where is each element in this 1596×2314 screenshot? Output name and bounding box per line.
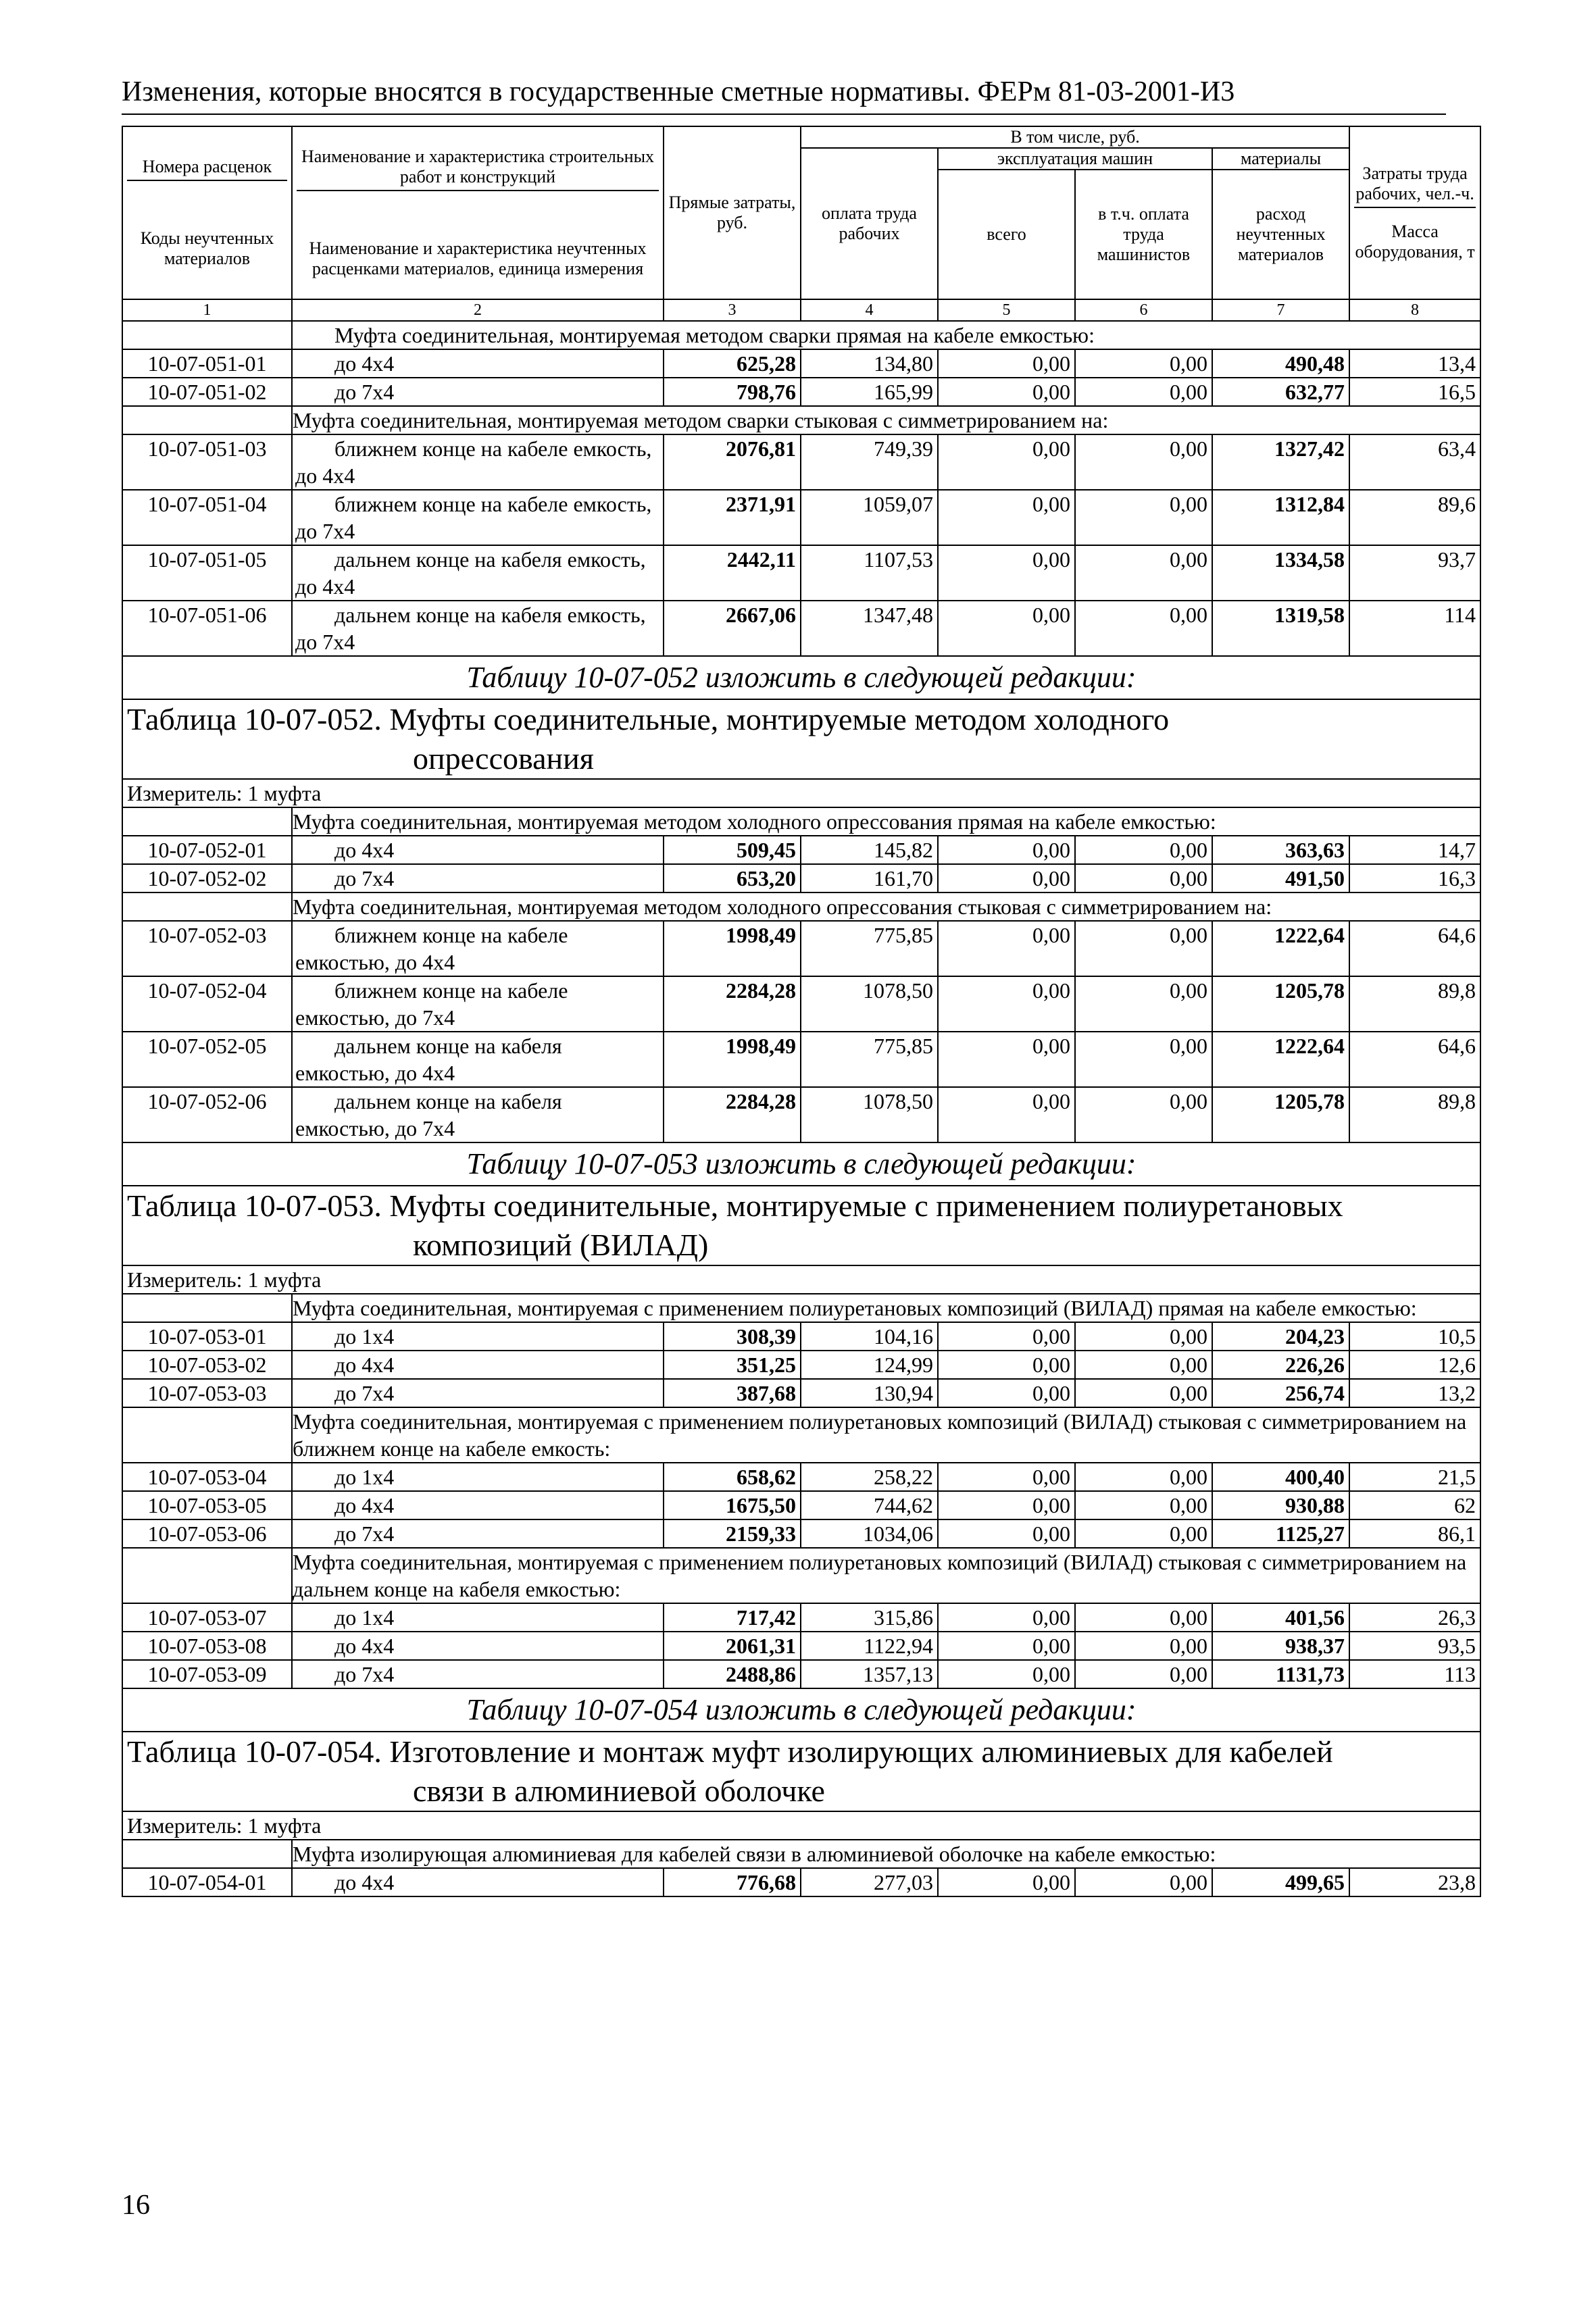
table-row [122,545,1480,601]
table-row [122,1491,1480,1519]
materials-cost: 491,50 [1212,864,1349,892]
rate-name: до 4x4 [292,349,664,378]
machine-cost: 0,00 [938,1322,1075,1351]
measure-unit: Измеритель: 1 муфта [122,779,1480,807]
direct-cost: 2076,81 [664,434,801,490]
rate-name: до 1x4 [292,1322,664,1351]
table-row [122,1868,1480,1896]
direct-cost: 387,68 [664,1379,801,1407]
materials-cost: 1312,84 [1212,490,1349,545]
header-name: Наименование и характеристика строительных работ и конструкций Наименование и характеристика неучтенных расценками материалов, единица измерения [292,126,664,299]
machine-operator-wages: 0,00 [1075,1087,1212,1142]
table-row [122,1322,1480,1351]
machine-operator-wages: 0,00 [1075,434,1212,490]
machine-cost: 0,00 [938,1868,1075,1896]
direct-cost: 658,62 [664,1463,801,1491]
table-row [122,349,1480,378]
group-description: Муфта изолирующая алюминиевая для кабелей связи в алюминиевой оболочке на кабеле емкостью: [292,1840,1480,1868]
machine-cost: 0,00 [938,1087,1075,1142]
rate-name: дальнем конце на кабеля емкостью, до 7x4 [292,1087,664,1142]
materials-cost: 632,77 [1212,378,1349,406]
table-row [122,1660,1480,1688]
rate-name: до 4x4 [292,1491,664,1519]
table-row [122,921,1480,976]
worker-wages: 130,94 [801,1379,938,1407]
group-header-row [122,1294,1480,1322]
labor-cost: 89,8 [1349,976,1480,1032]
group-spacer [122,807,292,836]
rate-code: 10-07-052-04 [122,976,292,1032]
table-body [122,321,1480,1896]
rate-name: ближнем конце на кабеле емкость, до 4x4 [292,434,664,490]
table-row [122,1632,1480,1660]
table-row [122,836,1480,864]
table-title-continuation: композиций (ВИЛАД) [413,1228,709,1262]
column-numbers-row [122,299,1480,321]
worker-wages: 258,22 [801,1463,938,1491]
machine-cost: 0,00 [938,490,1075,545]
direct-cost: 2284,28 [664,976,801,1032]
rate-code: 10-07-053-02 [122,1351,292,1379]
materials-cost: 938,37 [1212,1632,1349,1660]
direct-cost: 351,25 [664,1351,801,1379]
table-row [122,601,1480,656]
worker-wages: 1059,07 [801,490,938,545]
machine-cost: 0,00 [938,378,1075,406]
direct-cost: 2488,86 [664,1660,801,1688]
group-spacer [122,1294,292,1322]
measure-row [122,1265,1480,1294]
labor-cost: 89,8 [1349,1087,1480,1142]
materials-cost: 256,74 [1212,1379,1349,1407]
machine-cost: 0,00 [938,1519,1075,1548]
group-spacer [122,1840,292,1868]
worker-wages: 744,62 [801,1491,938,1519]
rate-code: 10-07-053-07 [122,1603,292,1632]
materials-cost: 1334,58 [1212,545,1349,601]
instruction-text: Таблицу 10-07-052 изложить в следующей редакции: [122,656,1480,699]
machine-operator-wages: 0,00 [1075,1632,1212,1660]
rate-name: ближнем конце на кабеле емкостью, до 4x4 [292,921,664,976]
measure-row [122,779,1480,807]
table-title [122,699,1480,779]
page-number: 16 [122,2190,150,2221]
machine-cost: 0,00 [938,1632,1075,1660]
worker-wages: 1122,94 [801,1632,938,1660]
direct-cost: 625,28 [664,349,801,378]
rate-name: до 7x4 [292,378,664,406]
direct-cost: 717,42 [664,1603,801,1632]
column-number: 3 [664,299,801,321]
machine-cost: 0,00 [938,1603,1075,1632]
table-title [122,1186,1480,1265]
materials-cost: 1222,64 [1212,921,1349,976]
rate-code: 10-07-053-05 [122,1491,292,1519]
table-title-row [122,1732,1480,1811]
table-row [122,1032,1480,1087]
table-title-text: Муфты соединительные, монтируемые с применением полиуретановых [389,1188,1343,1223]
materials-cost: 930,88 [1212,1491,1349,1519]
labor-cost: 12,6 [1349,1351,1480,1379]
direct-cost: 1998,49 [664,921,801,976]
labor-cost: 16,5 [1349,378,1480,406]
rate-name: до 4x4 [292,1351,664,1379]
labor-cost: 13,2 [1349,1379,1480,1407]
document-title: Изменения, которые вносятся в государственные сметные нормативы. ФЕРм 81-03-2001-И3 [122,74,1446,115]
rate-code: 10-07-052-06 [122,1087,292,1142]
rate-name: до 4x4 [292,836,664,864]
machine-cost: 0,00 [938,921,1075,976]
header-wages: оплата труда рабочих [801,148,938,299]
machine-operator-wages: 0,00 [1075,976,1212,1032]
machine-cost: 0,00 [938,1351,1075,1379]
machine-cost: 0,00 [938,1660,1075,1688]
table-row [122,864,1480,892]
table-row [122,434,1480,490]
rate-name: дальнем конце на кабеля емкостью, до 4x4 [292,1032,664,1087]
group-header-row [122,892,1480,921]
labor-cost: 89,6 [1349,490,1480,545]
worker-wages: 134,80 [801,349,938,378]
rate-name: до 7x4 [292,1519,664,1548]
header-materials: материалы [1212,148,1349,170]
materials-cost: 1131,73 [1212,1660,1349,1688]
table-title-label: Таблица 10-07-053. [127,1188,382,1223]
group-description: Муфта соединительная, монтируемая с применением полиуретановых композиций (ВИЛАД) стыковая с симметрированием на ближнем конце на кабеле емкость: [292,1407,1480,1463]
direct-cost: 2159,33 [664,1519,801,1548]
header-direct: Прямые затраты, руб. [664,126,801,299]
direct-cost: 653,20 [664,864,801,892]
group-header-row [122,1407,1480,1463]
rate-code: 10-07-051-06 [122,601,292,656]
rate-name: дальнем конце на кабеля емкость, до 4x4 [292,545,664,601]
column-number: 2 [292,299,664,321]
materials-cost: 400,40 [1212,1463,1349,1491]
instruction-text: Таблицу 10-07-053 изложить в следующей редакции: [122,1142,1480,1186]
labor-cost: 64,6 [1349,1032,1480,1087]
rate-name: ближнем конце на кабеле емкость, до 7x4 [292,490,664,545]
measure-unit: Измеритель: 1 муфта [122,1811,1480,1840]
column-number: 7 [1212,299,1349,321]
rate-code: 10-07-051-02 [122,378,292,406]
document-page [122,74,1480,1897]
table-title-label: Таблица 10-07-052. [127,702,382,736]
machine-cost: 0,00 [938,1032,1075,1087]
table-title-continuation: связи в алюминиевой оболочке [413,1774,825,1808]
rate-code: 10-07-052-03 [122,921,292,976]
worker-wages: 775,85 [801,1032,938,1087]
group-spacer [122,892,292,921]
header-codes: Номера расценок Коды неучтенных материалов [122,126,292,299]
machine-operator-wages: 0,00 [1075,1351,1212,1379]
machine-operator-wages: 0,00 [1075,1868,1212,1896]
materials-cost: 1205,78 [1212,1087,1349,1142]
worker-wages: 749,39 [801,434,938,490]
rate-code: 10-07-053-01 [122,1322,292,1351]
header-machines-total: всего [938,170,1075,299]
table-title [122,1732,1480,1811]
rate-code: 10-07-051-01 [122,349,292,378]
machine-cost: 0,00 [938,434,1075,490]
worker-wages: 1347,48 [801,601,938,656]
direct-cost: 798,76 [664,378,801,406]
column-number: 4 [801,299,938,321]
materials-cost: 499,65 [1212,1868,1349,1896]
table-row [122,1603,1480,1632]
worker-wages: 1034,06 [801,1519,938,1548]
worker-wages: 775,85 [801,921,938,976]
direct-cost: 1675,50 [664,1491,801,1519]
worker-wages: 1078,50 [801,1087,938,1142]
labor-cost: 23,8 [1349,1868,1480,1896]
materials-cost: 1319,58 [1212,601,1349,656]
rate-code: 10-07-053-09 [122,1660,292,1688]
group-spacer [122,321,292,349]
rate-code: 10-07-051-03 [122,434,292,490]
instruction-row [122,656,1480,699]
instruction-text: Таблицу 10-07-054 изложить в следующей редакции: [122,1688,1480,1732]
machine-operator-wages: 0,00 [1075,1603,1212,1632]
labor-cost: 113 [1349,1660,1480,1688]
machine-operator-wages: 0,00 [1075,545,1212,601]
machine-cost: 0,00 [938,601,1075,656]
header-labor: Затраты труда рабочих, чел.-ч. Масса оборудования, т [1349,126,1480,299]
labor-cost: 86,1 [1349,1519,1480,1548]
machine-cost: 0,00 [938,976,1075,1032]
materials-cost: 1125,27 [1212,1519,1349,1548]
machine-cost: 0,00 [938,1491,1075,1519]
machine-operator-wages: 0,00 [1075,864,1212,892]
worker-wages: 124,99 [801,1351,938,1379]
materials-cost: 1327,42 [1212,434,1349,490]
worker-wages: 315,86 [801,1603,938,1632]
group-header-row [122,321,1480,349]
direct-cost: 776,68 [664,1868,801,1896]
materials-cost: 204,23 [1212,1322,1349,1351]
table-row [122,976,1480,1032]
direct-cost: 2061,31 [664,1632,801,1660]
machine-cost: 0,00 [938,545,1075,601]
machine-operator-wages: 0,00 [1075,378,1212,406]
labor-cost: 21,5 [1349,1463,1480,1491]
materials-cost: 1205,78 [1212,976,1349,1032]
table-row [122,1519,1480,1548]
table-header [122,126,1480,321]
rates-table [122,126,1481,1897]
direct-cost: 2667,06 [664,601,801,656]
header-including: В том числе, руб. [801,126,1349,148]
rate-code: 10-07-051-04 [122,490,292,545]
header-materials-sub: расход неучтенных материалов [1212,170,1349,299]
table-row [122,378,1480,406]
materials-cost: 490,48 [1212,349,1349,378]
worker-wages: 104,16 [801,1322,938,1351]
rate-name: ближнем конце на кабеле емкостью, до 7x4 [292,976,664,1032]
column-number: 5 [938,299,1075,321]
labor-cost: 64,6 [1349,921,1480,976]
measure-row [122,1811,1480,1840]
rate-code: 10-07-051-05 [122,545,292,601]
group-header-row [122,1840,1480,1868]
machine-cost: 0,00 [938,864,1075,892]
group-header-row [122,406,1480,434]
table-title-row [122,1186,1480,1265]
machine-operator-wages: 0,00 [1075,1379,1212,1407]
machine-operator-wages: 0,00 [1075,921,1212,976]
worker-wages: 277,03 [801,1868,938,1896]
rate-code: 10-07-053-03 [122,1379,292,1407]
machine-operator-wages: 0,00 [1075,601,1212,656]
rate-name: до 7x4 [292,864,664,892]
table-title-text: Изготовление и монтаж муфт изолирующих алюминиевых для кабелей [389,1734,1333,1769]
rate-name: до 4x4 [292,1868,664,1896]
group-description: Муфта соединительная, монтируемая методом холодного опрессования прямая на кабеле емкостью: [292,807,1480,836]
table-title-row [122,699,1480,779]
table-row [122,490,1480,545]
labor-cost: 14,7 [1349,836,1480,864]
machine-operator-wages: 0,00 [1075,490,1212,545]
table-row [122,1087,1480,1142]
machine-cost: 0,00 [938,836,1075,864]
worker-wages: 145,82 [801,836,938,864]
labor-cost: 26,3 [1349,1603,1480,1632]
table-title-text: Муфты соединительные, монтируемые методом холодного [389,702,1170,736]
labor-cost: 114 [1349,601,1480,656]
labor-cost: 16,3 [1349,864,1480,892]
rate-code: 10-07-052-01 [122,836,292,864]
machine-cost: 0,00 [938,1379,1075,1407]
worker-wages: 1107,53 [801,545,938,601]
group-description: Муфта соединительная, монтируемая с применением полиуретановых композиций (ВИЛАД) прямая на кабеле емкостью: [292,1294,1480,1322]
rate-name: до 1x4 [292,1603,664,1632]
rate-code: 10-07-054-01 [122,1868,292,1896]
labor-cost: 13,4 [1349,349,1480,378]
labor-cost: 93,5 [1349,1632,1480,1660]
group-description: Муфта соединительная, монтируемая методом сварки стыковая с симметрированием на: [292,406,1480,434]
table-title-label: Таблица 10-07-054. [127,1734,382,1769]
labor-cost: 93,7 [1349,545,1480,601]
machine-operator-wages: 0,00 [1075,1322,1212,1351]
group-spacer [122,1407,292,1463]
rate-code: 10-07-053-04 [122,1463,292,1491]
rate-code: 10-07-052-02 [122,864,292,892]
machine-operator-wages: 0,00 [1075,836,1212,864]
direct-cost: 509,45 [664,836,801,864]
worker-wages: 1357,13 [801,1660,938,1688]
labor-cost: 63,4 [1349,434,1480,490]
machine-operator-wages: 0,00 [1075,349,1212,378]
rate-name: до 1x4 [292,1463,664,1491]
labor-cost: 62 [1349,1491,1480,1519]
column-number: 1 [122,299,292,321]
materials-cost: 226,26 [1212,1351,1349,1379]
instruction-row [122,1688,1480,1732]
instruction-row [122,1142,1480,1186]
rate-name: до 4x4 [292,1632,664,1660]
group-spacer [122,406,292,434]
worker-wages: 161,70 [801,864,938,892]
table-title-continuation: опрессования [413,741,594,776]
rate-code: 10-07-052-05 [122,1032,292,1087]
labor-cost: 10,5 [1349,1322,1480,1351]
machine-operator-wages: 0,00 [1075,1519,1212,1548]
materials-cost: 401,56 [1212,1603,1349,1632]
machine-operator-wages: 0,00 [1075,1660,1212,1688]
machine-cost: 0,00 [938,349,1075,378]
direct-cost: 2284,28 [664,1087,801,1142]
direct-cost: 308,39 [664,1322,801,1351]
direct-cost: 2442,11 [664,545,801,601]
worker-wages: 165,99 [801,378,938,406]
machine-cost: 0,00 [938,1463,1075,1491]
worker-wages: 1078,50 [801,976,938,1032]
group-spacer [122,1548,292,1603]
table-row [122,1379,1480,1407]
rate-code: 10-07-053-08 [122,1632,292,1660]
direct-cost: 2371,91 [664,490,801,545]
group-description: Муфта соединительная, монтируемая методом холодного опрессования стыковая с симметрированием на: [292,892,1480,921]
group-description: Муфта соединительная, монтируемая с применением полиуретановых композиций (ВИЛАД) стыковая с симметрированием на дальнем конце на кабеля емкостью: [292,1548,1480,1603]
group-description: Муфта соединительная, монтируемая методом сварки прямая на кабеле емкостью: [292,321,1480,349]
rate-name: дальнем конце на кабеля емкость, до 7x4 [292,601,664,656]
rate-name: до 7x4 [292,1379,664,1407]
table-row [122,1463,1480,1491]
machine-operator-wages: 0,00 [1075,1463,1212,1491]
column-number: 6 [1075,299,1212,321]
rate-name: до 7x4 [292,1660,664,1688]
measure-unit: Измеритель: 1 муфта [122,1265,1480,1294]
machine-operator-wages: 0,00 [1075,1032,1212,1087]
materials-cost: 363,63 [1212,836,1349,864]
group-header-row [122,1548,1480,1603]
column-number: 8 [1349,299,1480,321]
direct-cost: 1998,49 [664,1032,801,1087]
header-machines: эксплуатация машин [938,148,1212,170]
rate-code: 10-07-053-06 [122,1519,292,1548]
header-machines-wages: в т.ч. оплата труда машинистов [1075,170,1212,299]
machine-operator-wages: 0,00 [1075,1491,1212,1519]
group-header-row [122,807,1480,836]
table-row [122,1351,1480,1379]
materials-cost: 1222,64 [1212,1032,1349,1087]
